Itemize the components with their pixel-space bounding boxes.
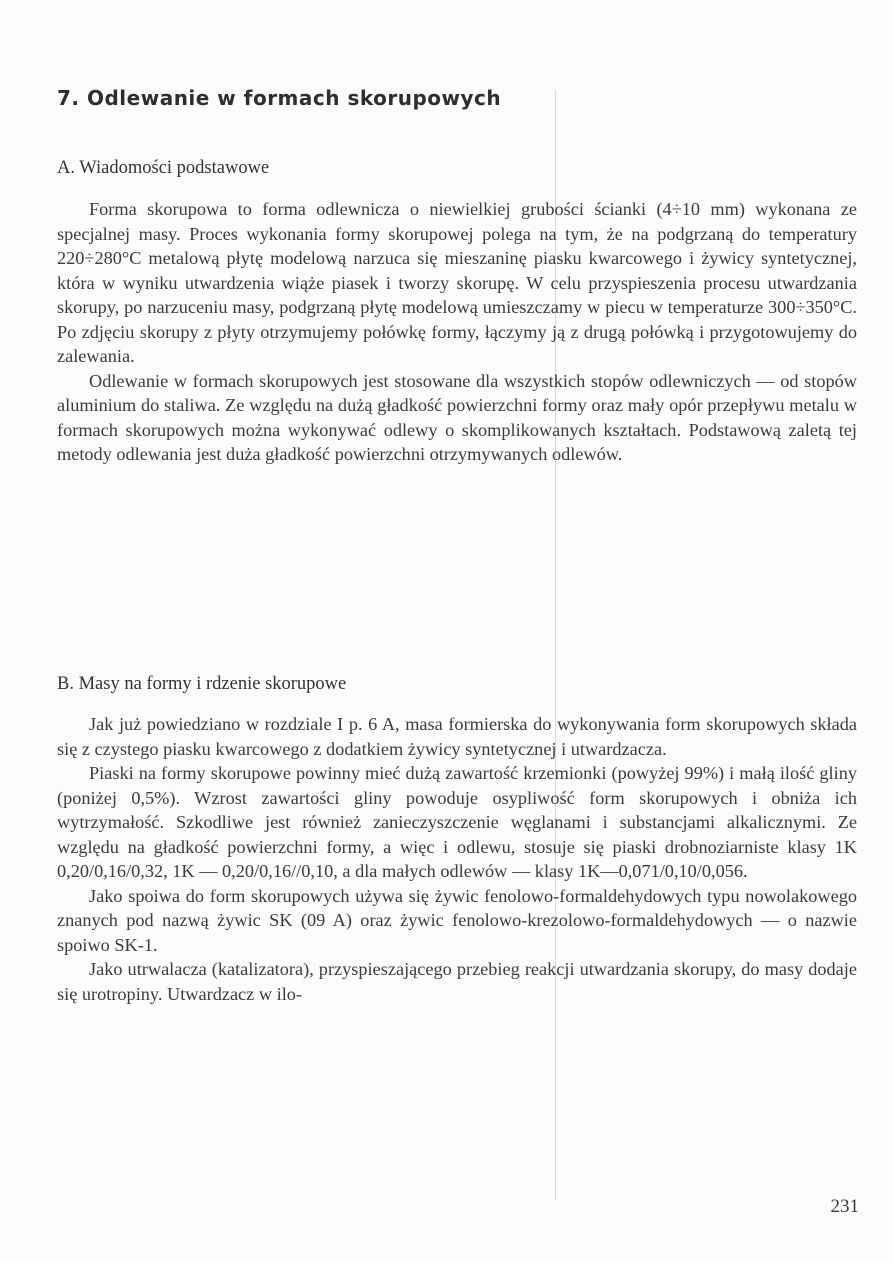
section-b-body xyxy=(57,712,857,1006)
chapter-title: 7. Odlewanie w formach skorupowych xyxy=(57,86,502,110)
paragraph: Jako spoiwa do form skorupowych używa się żywic fenolowo-formaldehydowych typu nowolakowego znanych pod nazwą żywic SK (09 A) oraz żywic fenolowo-krezolowo-formaldehydowych — o nazwie spoiwo SK-1. xyxy=(57,885,857,955)
paragraph: Odlewanie w formach skorupowych jest stosowane dla wszystkich stopów odlewniczych — od stopów aluminium do staliwa. Ze względu na dużą gładkość powierzchni formy oraz mały opór przepływu metalu w formach skorupowych można wykonywać odlewy o skomplikowanych kształtach. Podstawową zaletą tej metody odlewania jest duża gładkość powierzchni otrzymywanych odlewów. xyxy=(57,370,857,464)
paragraph: Jak już powiedziano w rozdziale I p. 6 A, masa formierska do wykonywania form skorupowych składa się z czystego piasku kwarcowego z dodatkiem żywicy syntetycznej i utwardzacza. xyxy=(57,714,857,759)
paragraph: Piaski na formy skorupowe powinny mieć dużą zawartość krzemionki (powyżej 99%) i małą ilość gliny (poniżej 0,5%). Wzrost zawartości gliny powoduje osypliwość form skorupowych i obniża ich wytrzymałość. Szkodliwe jest również zanieczyszczenie węglanami i substancjami alkalicznymi. Ze względu na gładkość powierzchni formy, a więc i odlewu, stosuje się piaski drobnoziarniste klasy 1K 0,20/0,16/0,32, 1K — 0,20/0,16//0,10, a dla małych odlewów — klasy 1K—0,071/0,10/0,056. xyxy=(57,763,857,881)
paragraph: Forma skorupowa to forma odlewnicza o niewielkiej grubości ścianki (4÷10 mm) wykonana ze specjalnej masy. Proces wykonania formy skorupowej polega na tym, że na podgrzaną do temperatury 220÷280°C metalową płytę modelową narzuca się mieszaninę piasku kwarcowego i żywicy syntetycznej, która w wyniku utwardzenia wiąże piasek i tworzy skorupę. W celu przyspieszenia procesu utwardzania skorupy, po narzuceniu masy, podgrzaną płytę modelową umieszczamy w piecu w temperaturze 300÷350°C. Po zdjęciu skorupy z płyty otrzymujemy połówkę formy, łączymy ją z drugą połówką i przygotowujemy do zalewania. xyxy=(57,199,857,366)
section-b-heading: B. Masy na formy i rdzenie skorupowe xyxy=(57,674,347,694)
section-a-heading: A. Wiadomości podstawowe xyxy=(57,158,270,178)
paragraph: Jako utrwalacza (katalizatora), przyspieszającego przebieg reakcji utwardzania skorupy, do masy dodaje się urotropiny. Utwardzacz w ilo- xyxy=(57,959,857,1004)
page-number: 231 xyxy=(830,1196,859,1217)
section-a-body xyxy=(57,197,857,467)
